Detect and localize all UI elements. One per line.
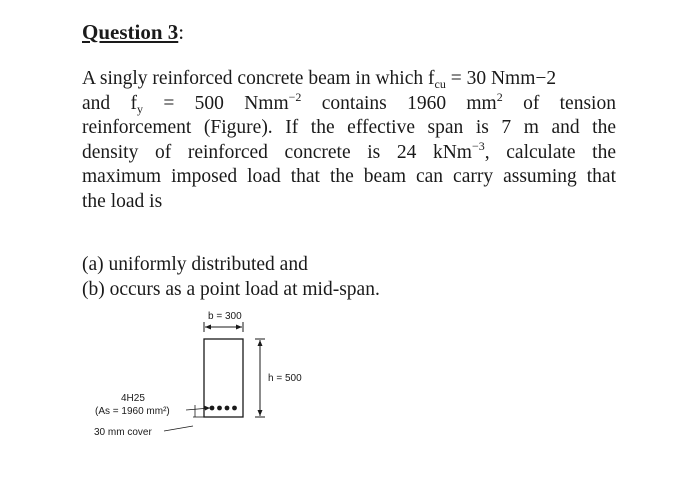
cover-label: 30 mm cover bbox=[94, 427, 152, 438]
body-l2-eq: = bbox=[163, 92, 175, 114]
width-arrow-right bbox=[236, 325, 242, 330]
fcu-subscript: cu bbox=[434, 77, 446, 91]
body-l2-contains: contains bbox=[321, 92, 387, 114]
reinforcement-bar bbox=[232, 406, 237, 411]
body-l2-mm: mm bbox=[466, 92, 497, 114]
body-line-5: maximum imposed load that the beam can carry assuming that bbox=[82, 166, 616, 187]
body-l4-b: , calculate the bbox=[484, 141, 616, 163]
option-b: (b) occurs as a point load at mid-span. bbox=[82, 278, 380, 300]
mm2-unit bbox=[466, 89, 503, 117]
bars-label: 4H25 bbox=[121, 393, 145, 404]
body-l2-1960: 1960 bbox=[407, 92, 447, 114]
reinforcement-bar bbox=[210, 406, 215, 411]
question-heading bbox=[82, 19, 184, 45]
question-colon: : bbox=[178, 20, 185, 44]
body-l2-tension: tension bbox=[559, 92, 616, 114]
fy-symbol bbox=[130, 92, 143, 117]
option-a: (a) uniformly distributed and bbox=[82, 254, 308, 275]
body-l1-a: A singly reinforced concrete beam in which f bbox=[82, 68, 435, 89]
width-label: b = 300 bbox=[208, 311, 242, 322]
body-l2-of: of bbox=[523, 92, 540, 114]
question-title: Question 3 bbox=[82, 20, 179, 44]
options-list bbox=[82, 253, 616, 302]
height-label: h = 500 bbox=[268, 373, 302, 384]
beam-section-figure bbox=[80, 300, 320, 450]
body-l1-b: = 30 Nmm−2 bbox=[445, 68, 557, 89]
mm-exponent: 2 bbox=[496, 89, 503, 104]
cover-leader-line bbox=[164, 426, 193, 431]
knm-exponent: −3 bbox=[471, 138, 485, 153]
reinforcement-bar bbox=[217, 406, 222, 411]
nmm-unit bbox=[244, 89, 302, 117]
body-l4-a: density of reinforced concrete is 24 kNm bbox=[82, 141, 472, 163]
fy-subscript: y bbox=[136, 101, 143, 116]
body-l2-f: f bbox=[130, 92, 137, 114]
body-line-2 bbox=[82, 89, 616, 117]
width-arrow-left bbox=[205, 325, 211, 330]
area-label: (As = 1960 mm²) bbox=[95, 406, 170, 417]
body-l2-nmm: Nmm bbox=[244, 92, 289, 114]
beam-section-diagram bbox=[80, 300, 320, 450]
beam-outline bbox=[204, 339, 243, 417]
body-line-4 bbox=[82, 138, 616, 166]
nmm-exponent: −2 bbox=[288, 89, 302, 104]
body-line-3: reinforcement (Figure). If the effective span is 7 m and the bbox=[82, 117, 616, 138]
body-l2-500: 500 bbox=[194, 92, 224, 114]
reinforcement-bar bbox=[225, 406, 230, 411]
body-line-1-text bbox=[82, 67, 556, 92]
body-line-6: the load is bbox=[82, 190, 163, 212]
body-l2-and: and bbox=[82, 92, 111, 114]
body-line-1 bbox=[82, 67, 616, 92]
height-arrow-bottom bbox=[258, 410, 263, 416]
height-arrow-top bbox=[258, 340, 263, 346]
question-body bbox=[82, 67, 616, 214]
